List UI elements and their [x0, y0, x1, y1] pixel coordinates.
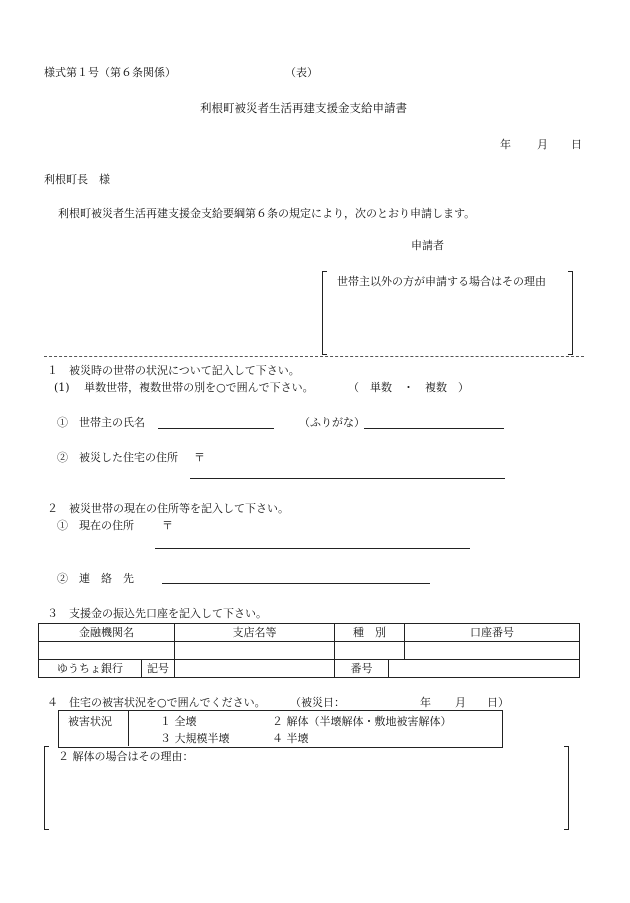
- demolition-reason-label: ２ 解体の場合はその理由：: [58, 750, 194, 763]
- date-year-label: 年: [500, 138, 511, 151]
- furigana-field[interactable]: [364, 428, 504, 429]
- postal-mark: 〒: [162, 519, 173, 532]
- household-type-question: (1) 単数世帯，複数世帯の別を○で囲んで下さい。: [54, 381, 314, 394]
- damaged-address-field[interactable]: [190, 478, 505, 479]
- account-number-header: 口座番号: [405, 624, 580, 642]
- disaster-day-label: （被災日：: [290, 696, 345, 709]
- cut-line: [44, 356, 584, 357]
- account-type-header: 種 別: [335, 624, 405, 642]
- table-row: [39, 660, 580, 678]
- table-row: [39, 624, 580, 642]
- head-name-label: ① 世帯主の氏名: [57, 416, 145, 429]
- page-title: 利根町被災者生活再建支援金支給申請書: [200, 101, 407, 115]
- section1-heading: １ 被災時の世帯の状況について記入して下さい。: [47, 364, 300, 377]
- damage-status-divider: [128, 710, 129, 746]
- disaster-year-label: 年: [420, 696, 431, 709]
- bangou-label: 番号: [335, 660, 389, 678]
- household-type-choices[interactable]: （ 単数 ・ 複数 ）: [348, 381, 469, 394]
- damage-status-label: 被害状況: [68, 715, 112, 728]
- addressee: 利根町長 様: [44, 173, 110, 186]
- damage-option-2[interactable]: ２ 解体（半壊解体・敷地被害解体）: [272, 715, 452, 728]
- account-type-cell[interactable]: [335, 642, 405, 660]
- bank-account-table: [38, 623, 580, 678]
- date-month-label: 月: [537, 138, 548, 151]
- damage-option-1[interactable]: １ 全壊: [160, 715, 197, 728]
- disaster-day-end-label: 日）: [487, 696, 509, 709]
- current-address-label: ① 現在の住所: [57, 519, 134, 532]
- form-number: 様式第１号（第６条関係）: [44, 66, 176, 79]
- table-row: [39, 642, 580, 660]
- proxy-reason-bracket-left: [322, 271, 327, 355]
- yucho-label: ゆうちょ銀行: [39, 660, 142, 678]
- demolition-reason-bracket-left: [44, 746, 49, 830]
- current-address-field[interactable]: [155, 548, 470, 549]
- intro-text: 利根町被災者生活再建支援金支給要綱第６条の規定により，次のとおり申請します。: [58, 207, 476, 220]
- branch-header: 支店名等: [175, 624, 335, 642]
- disaster-month-label: 月: [455, 696, 466, 709]
- kigou-label: 記号: [142, 660, 175, 678]
- branch-cell[interactable]: [175, 642, 335, 660]
- account-number-cell[interactable]: [405, 642, 580, 660]
- postal-mark: 〒: [194, 451, 205, 464]
- side-label: （表）: [285, 66, 318, 79]
- contact-field[interactable]: [162, 583, 430, 584]
- proxy-reason-bracket-right: [568, 271, 573, 355]
- proxy-reason-label: 世帯主以外の方が申請する場合はその理由: [337, 275, 546, 288]
- damaged-address-label: ② 被災した住宅の住所: [57, 451, 178, 464]
- date-day-label: 日: [571, 138, 582, 151]
- kigou-cell[interactable]: [175, 660, 335, 678]
- bank-name-header: 金融機関名: [39, 624, 175, 642]
- furigana-label: （ふりがな）: [299, 416, 365, 429]
- section2-heading: ２ 被災世帯の現在の住所等を記入して下さい。: [47, 502, 289, 515]
- damage-option-4[interactable]: ４ 半壊: [272, 732, 309, 745]
- damage-option-3[interactable]: ３ 大規模半壊: [160, 732, 230, 745]
- section4-heading: ４ 住宅の被害状況を○で囲んでください。: [47, 696, 266, 709]
- bank-name-cell[interactable]: [39, 642, 175, 660]
- bangou-cell[interactable]: [389, 660, 580, 678]
- head-name-field[interactable]: [158, 428, 274, 429]
- section3-heading: ３ 支援金の振込先口座を記入して下さい。: [47, 607, 267, 620]
- contact-label: ② 連 絡 先: [57, 572, 134, 585]
- demolition-reason-bracket-right: [564, 746, 569, 830]
- applicant-label: 申請者: [411, 239, 444, 252]
